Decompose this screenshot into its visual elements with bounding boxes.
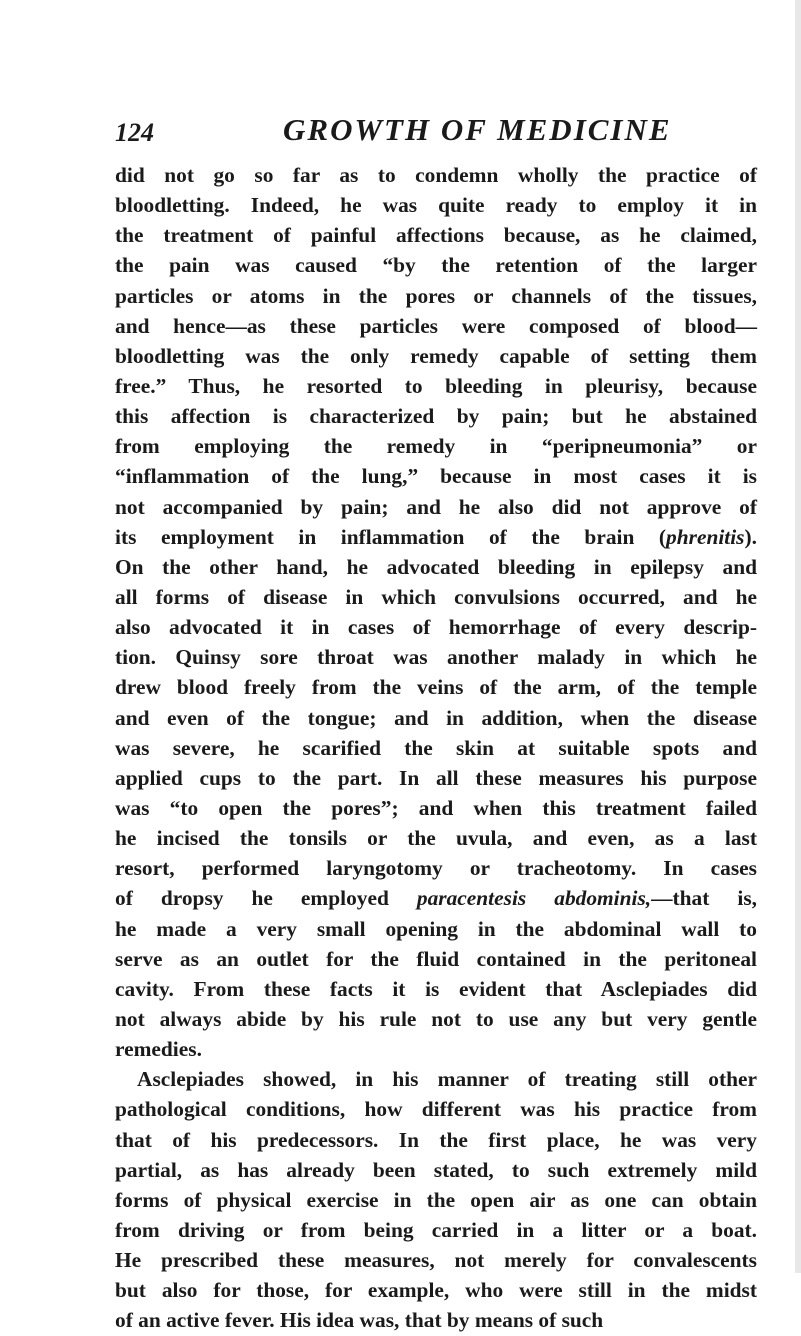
text-segment: resort, performed laryngotomy or tracheotomy. In cases [115,856,757,881]
text-line [115,492,757,522]
text-line [115,281,757,311]
text-line [115,431,757,461]
text-line [115,190,757,220]
text-segment: tion. Quinsy sore throat was another malady in which he [115,645,757,670]
text-segment: the treatment of painful affections because, as he claimed, [115,223,757,248]
text-segment: from employing the remedy in “peripneumonia” or [115,434,757,459]
text-segment: particles or atoms in the pores or channels of the tissues, [115,283,757,308]
text-line [115,703,757,733]
text-segment: applied cups to the part. In all these measures his purpose [115,765,757,790]
text-line [115,1215,757,1245]
text-segment: —that is, [651,886,757,911]
text-line [115,763,757,793]
text-segment: of an active fever. His idea was, that by means of such [115,1308,604,1333]
text-line [115,401,757,431]
text-line [115,1004,757,1034]
text-segment: ). [744,524,757,549]
text-line [115,1125,757,1155]
text-segment: and hence—as these particles were composed of blood— [115,313,757,338]
text-line [115,250,757,280]
text-line [115,461,757,491]
text-segment: was severe, he scarified the skin at suitable spots and [115,735,757,760]
italic-text: phrenitis [666,524,745,549]
text-line [115,1064,757,1094]
text-segment: of dropsy he employed [115,886,417,911]
text-line [115,160,757,190]
body-text [115,160,757,1335]
text-segment: Asclepiades showed, in his manner of treating still other [137,1067,757,1092]
text-line [115,1034,757,1064]
text-segment: cavity. From these facts it is evident that Asclepiades did [115,976,757,1001]
text-segment: he made a very small opening in the abdominal wall to [115,916,757,941]
text-segment: was “to open the pores”; and when this treatment failed [115,795,757,820]
text-segment: this affection is characterized by pain; but he abstained [115,404,757,429]
italic-text: paracentesis abdominis, [416,886,652,911]
text-segment: remedies. [115,1037,202,1062]
text-segment: “inflammation of the lung,” because in most cases it is [115,464,757,489]
text-line [115,522,757,552]
text-segment: also advocated it in cases of hemorrhage of every descrip- [115,615,757,640]
text-line [115,1094,757,1124]
text-line [115,883,757,913]
text-line [115,944,757,974]
text-segment: drew blood freely from the veins of the arm, of the temple [115,675,757,700]
text-line [115,341,757,371]
text-line [115,1185,757,1215]
text-segment: On the other hand, he advocated bleeding in epilepsy and [115,554,757,579]
text-line [115,793,757,823]
text-line [115,1245,757,1275]
text-segment: not always abide by his rule not to use any but very gentle [115,1006,757,1031]
text-line [115,853,757,883]
text-segment: bloodletting was the only remedy capable of setting them [115,343,757,368]
text-line [115,582,757,612]
text-line [115,552,757,582]
text-segment: serve as an outlet for the fluid contained in the peritoneal [115,946,757,971]
text-line [115,823,757,853]
text-segment: partial, as has already been stated, to such extremely mild [115,1157,757,1182]
page-number: 124 [115,118,154,147]
text-line [115,672,757,702]
text-line [115,1275,757,1305]
text-segment: not accompanied by pain; and he also did not approve of [115,494,757,519]
text-segment: free.” Thus, he resorted to bleeding in pleurisy, because [115,373,757,398]
text-segment: He prescribed these measures, not merely for convalescents [115,1248,757,1273]
text-line [115,914,757,944]
text-line [115,220,757,250]
text-segment: bloodletting. Indeed, he was quite ready to employ it in [115,193,757,218]
text-segment: did not go so far as to condemn wholly the practice of [115,163,757,187]
text-segment: forms of physical exercise in the open air as one can obtain [115,1187,757,1212]
text-segment: and even of the tongue; and in addition, when the disease [115,705,757,730]
text-segment: from driving or from being carried in a litter or a boat. [115,1217,757,1242]
text-segment: the pain was caused “by the retention of the larger [115,253,757,278]
text-segment: pathological conditions, how different was his practice from [115,1097,757,1122]
page-header [115,112,755,152]
text-line [115,974,757,1004]
text-line [115,371,757,401]
text-line [115,733,757,763]
text-segment: but also for those, for example, who were still in the midst [115,1278,757,1303]
text-line [115,612,757,642]
text-segment: he incised the tonsils or the uvula, and even, as a last [115,826,757,851]
page-edge [795,0,801,1273]
text-segment: all forms of disease in which convulsions occurred, and he [115,584,757,609]
running-head: GROWTH OF MEDICINE [283,112,672,147]
text-line [115,1155,757,1185]
text-line [115,311,757,341]
text-segment: its employment in inflammation of the brain ( [115,524,667,549]
text-line [115,642,757,672]
text-line [115,1305,757,1335]
text-segment: that of his predecessors. In the first place, he was very [115,1127,757,1152]
